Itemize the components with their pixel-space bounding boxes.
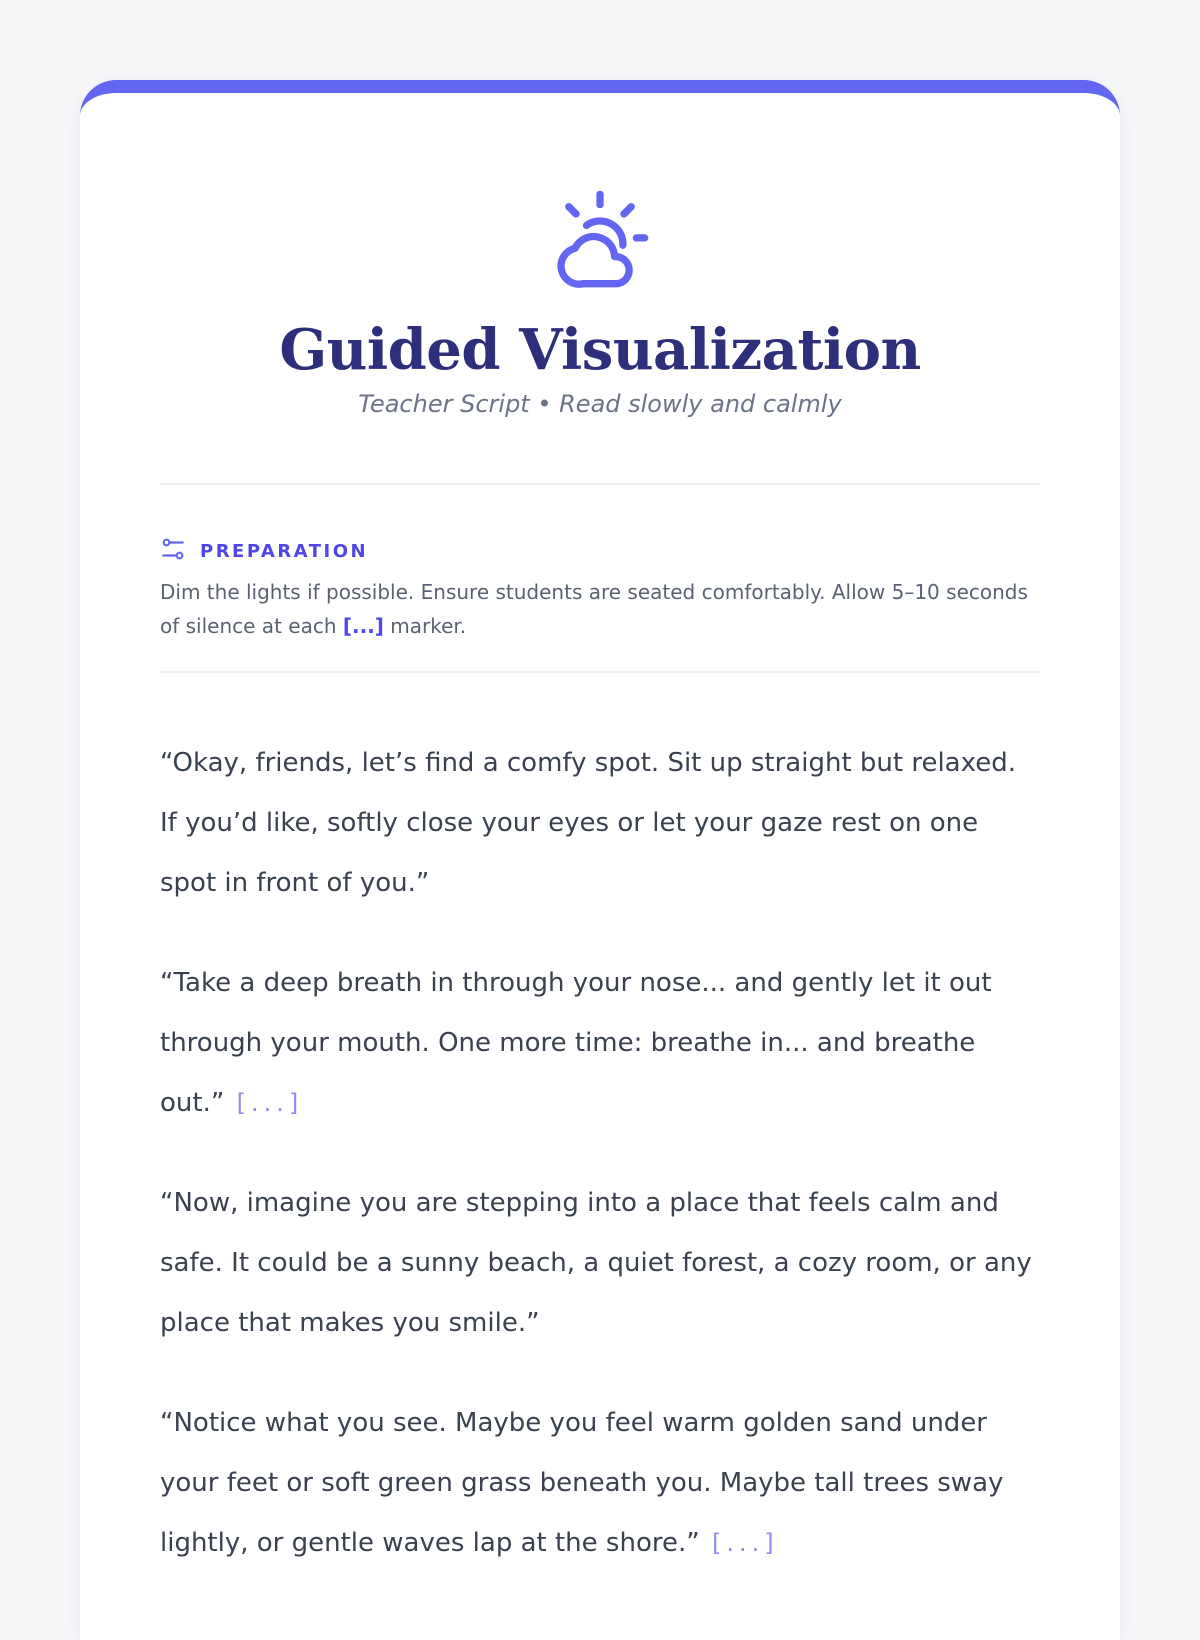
preparation-label: PREPARATION [200,540,369,562]
sun-behind-cloud-icon [80,188,1120,296]
pause-marker-example: [...] [342,614,384,638]
preparation-heading [160,537,368,565]
script-card [80,80,1120,1640]
script-paragraph-text: “Notice what you see. Maybe you feel warm golden sand under your feet or soft green grass beneath you. Maybe tall trees sway lightly, or gentle waves lap at the shore.” [160,1408,1004,1558]
script-paragraph [160,733,1040,913]
script-paragraph [160,1173,1040,1353]
script-paragraph-text: “Okay, friends, let’s find a comfy spot. Sit up straight but relaxed. If you’d like, softly close your eyes or let your gaze rest on one spot in front of you.” [160,748,1016,898]
script-paragraph [160,1393,1040,1573]
preparation-text-start: Dim the lights if possible. Ensure students are seated comfortably. Allow 5–10 seconds of silence at each [160,580,1028,638]
pause-marker: [...] [711,1529,779,1557]
divider [160,671,1040,673]
script-paragraph-text: “Now, imagine you are stepping into a place that feels calm and safe. It could be a sunny beach, a quiet forest, a cozy room, or any place that makes you smile.” [160,1188,1032,1338]
script-body [160,733,1040,1613]
pause-marker: [...] [236,1089,304,1117]
page-title: Guided Visualization [279,317,921,383]
script-paragraph [160,953,1040,1133]
sliders-icon [160,536,186,566]
page-subtitle: Teacher Script • Read slowly and calmly [358,390,842,418]
preparation-text-end: marker. [390,614,467,638]
script-paragraph-text: “Take a deep breath in through your nose... and gently let it out through your mouth. One more time: breathe in... and breathe out.” [160,968,992,1118]
divider [160,483,1040,485]
preparation-text [160,575,1030,643]
